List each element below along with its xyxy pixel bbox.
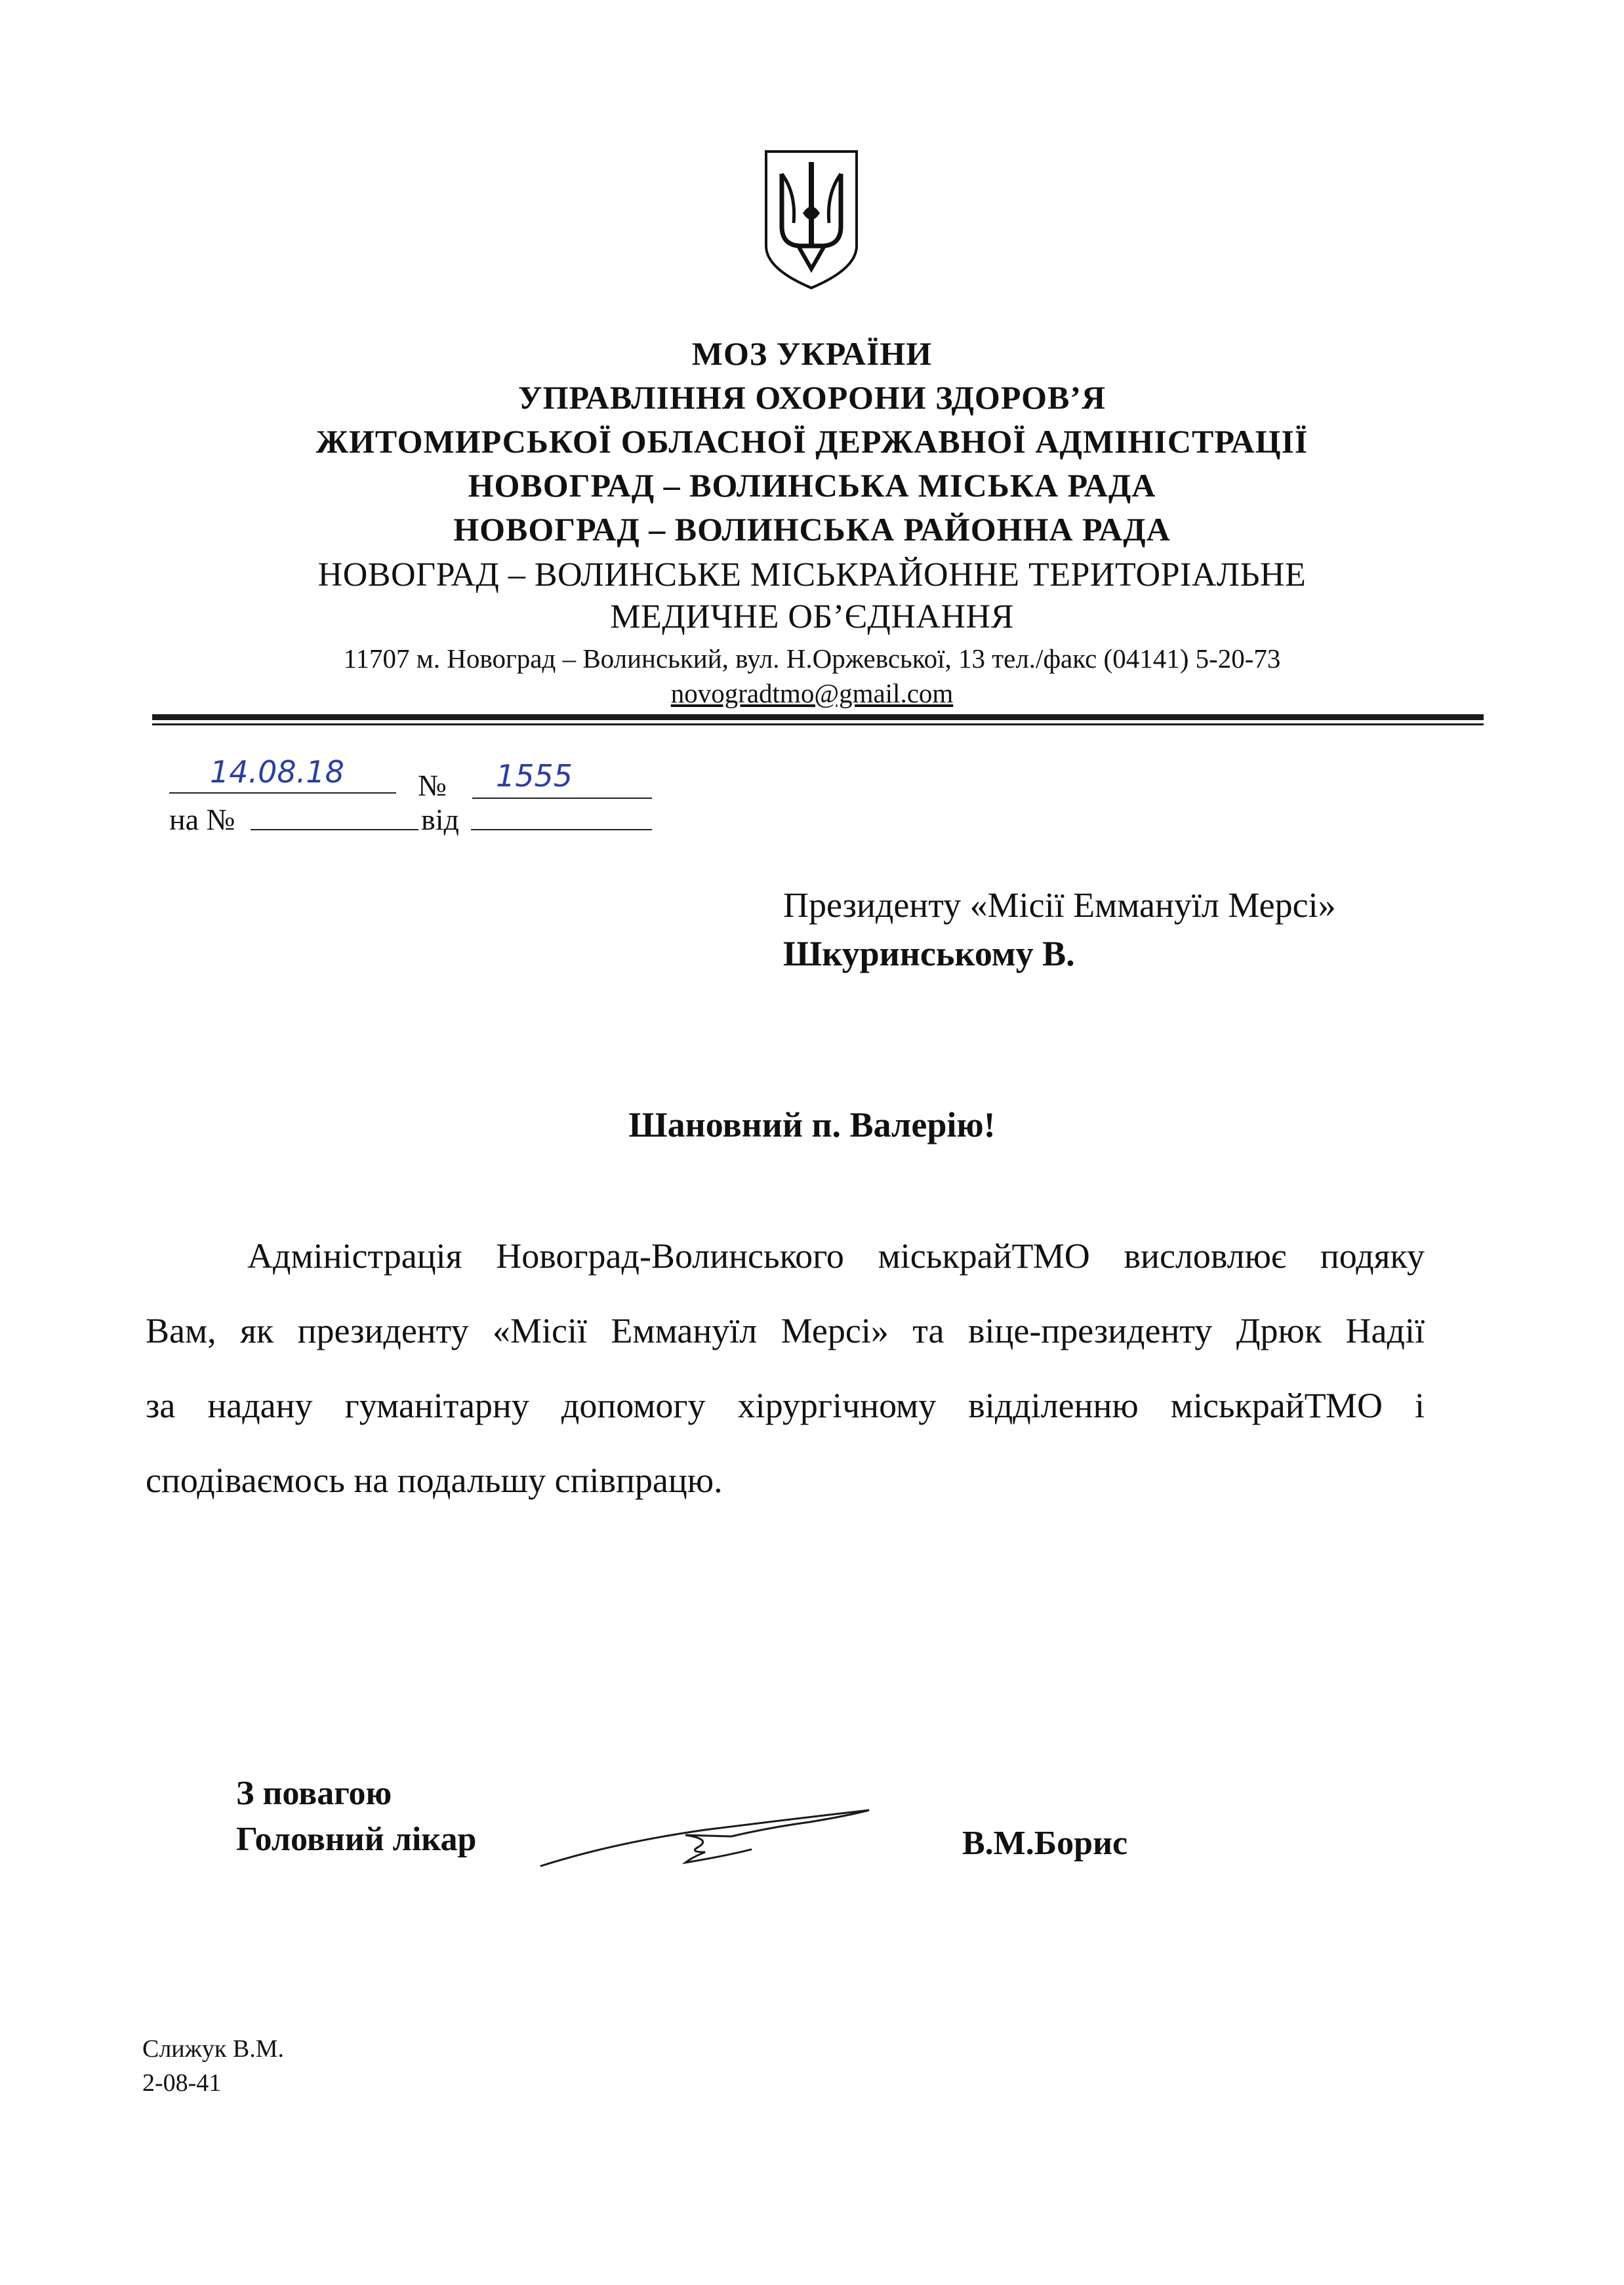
body-line-1: Адміністрація Новоград-Волинського міськрайТМО висловлює подяку	[247, 1236, 1425, 1276]
header-email[interactable]: novogradtmo@gmail.com	[670, 678, 954, 708]
header-city-council: НОВОГРАД – ВОЛИНСЬКА МІСЬКА РАДА	[468, 467, 1156, 504]
body-line-2: Вам, як президенту «Місії Еммануїл Мерсі» та віце-президенту Дрюк Надії	[146, 1311, 1425, 1350]
reference-date-field	[471, 803, 652, 830]
date-handwritten: 14.08.18	[210, 754, 344, 790]
header-divider-thick	[152, 714, 1484, 720]
body-line-3: за надану гуманітарну допомогу хірургічному відділенню міськрайТМО і	[146, 1386, 1425, 1425]
executor-name: Слижук В.М.	[142, 2035, 284, 2063]
number-handwritten: 1555	[496, 758, 573, 794]
header-address: 11707 м. Новоград – Волинський, вул. Н.Оржевської, 13 тел./факс (04141) 5-20-73	[343, 643, 1281, 674]
header-health-department: УПРАВЛІННЯ ОХОРОНИ ЗДОРОВ’Я	[518, 379, 1106, 416]
header-medical-association: НОВОГРАД – ВОЛИНСЬКЕ МІСЬКРАЙОННЕ ТЕРИТОРІАЛЬНЕ	[317, 556, 1307, 594]
header-medical-association-2: МЕДИЧНЕ ОБ’ЄДНАННЯ	[610, 598, 1014, 636]
reference-number-field	[251, 803, 418, 830]
salutation: Шановний п. Валерію!	[628, 1105, 996, 1144]
number-field	[472, 758, 652, 799]
trident-coat-of-arms-icon	[762, 148, 861, 292]
handwritten-signature	[535, 1784, 876, 1876]
body-line-4: сподіваємось на подальшу співпрацю.	[146, 1461, 723, 1500]
reference-date-label: від	[421, 803, 459, 836]
letter-body	[146, 1219, 1425, 1518]
header-email-wrap	[0, 677, 1624, 709]
closing: З повагою	[236, 1775, 392, 1812]
date-field	[169, 754, 396, 794]
addressee-title: Президенту «Місії Еммануїл Мерсі»	[783, 885, 1336, 925]
header-ministry: МОЗ УКРАЇНИ	[691, 335, 933, 372]
addressee-name: Шкуринському В.	[783, 934, 1075, 973]
signatory-name: В.М.Борис	[962, 1825, 1128, 1862]
number-label: №	[418, 769, 447, 802]
signatory-position: Головний лікар	[236, 1821, 477, 1858]
executor-phone: 2-08-41	[142, 2069, 222, 2097]
header-divider-thin	[152, 723, 1484, 725]
reference-number-label: на №	[169, 803, 235, 836]
header-district-council: НОВОГРАД – ВОЛИНСЬКА РАЙОННА РАДА	[453, 511, 1171, 548]
header-regional-administration: ЖИТОМИРСЬКОЇ ОБЛАСНОЇ ДЕРЖАВНОЇ АДМІНІСТРАЦІЇ	[315, 423, 1309, 460]
